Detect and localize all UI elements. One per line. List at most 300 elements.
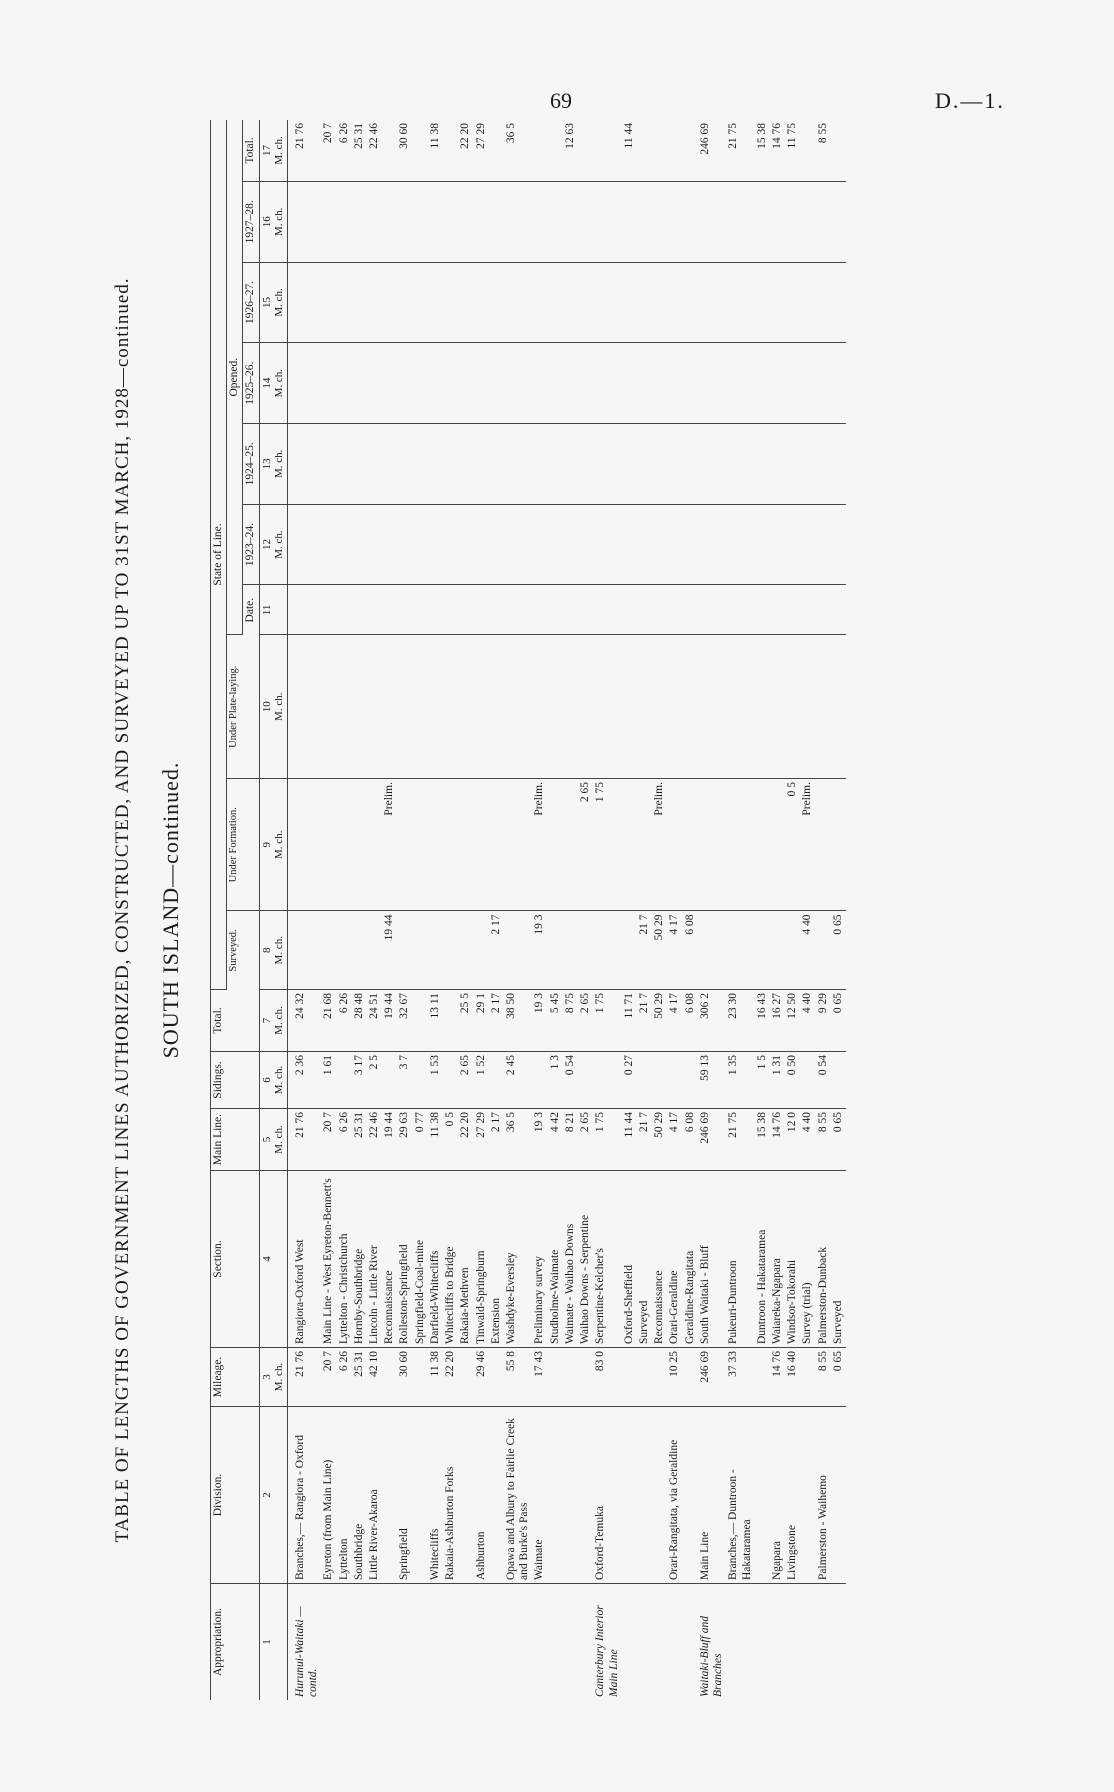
table-row: [489, 120, 504, 1700]
cell-tot: 19 44: [382, 990, 397, 1052]
column-number: 5 M. ch.: [259, 1109, 287, 1171]
cell-year: [287, 504, 321, 585]
cell-form: [683, 779, 698, 911]
cell-tot: 11 71: [622, 990, 637, 1052]
cell-sec: Geraldine-Rangitata: [683, 1171, 698, 1348]
cell-year: [637, 504, 652, 585]
table-row: [413, 120, 428, 1700]
cell-mil: 25 31: [352, 1348, 367, 1407]
cell-plat: [443, 635, 458, 779]
cell-sid: [443, 1052, 458, 1109]
cell-year: [652, 181, 667, 262]
cell-date: [622, 585, 637, 635]
cell-plat: [770, 635, 785, 779]
cell-year: [474, 504, 489, 585]
column-number: 14 M. ch.: [259, 343, 287, 424]
cell-date: [563, 585, 578, 635]
cell-div: Whitecliffs: [428, 1407, 443, 1584]
cell-plat: [593, 635, 621, 779]
cell-mil: [622, 1348, 637, 1407]
cell-year: [548, 343, 563, 424]
cell-app: [726, 1584, 754, 1701]
cell-form: [352, 779, 367, 911]
cell-surv: [770, 911, 785, 990]
rotated-table-page: [100, 110, 1080, 1710]
column-number: 11: [259, 585, 287, 635]
cell-year: [532, 504, 547, 585]
cell-year: [504, 423, 532, 504]
cell-year: [458, 262, 473, 343]
cell-year: [474, 343, 489, 424]
cell-mil: 22 20: [443, 1348, 458, 1407]
cell-mil: 6 26: [337, 1348, 352, 1407]
table-row: [726, 120, 754, 1700]
cell-year: [622, 504, 637, 585]
cell-opened-total: 30 60: [397, 120, 412, 181]
cell-mil: [578, 1348, 593, 1407]
cell-plat: [367, 635, 382, 779]
cell-plat: [831, 635, 846, 779]
cell-year: [683, 262, 698, 343]
cell-sec: Rolleston-Springfield: [397, 1171, 412, 1348]
header-under-platelaying: Under Plate-laying.: [227, 635, 259, 779]
cell-main: 19 3: [532, 1109, 547, 1171]
cell-sid: 0 54: [816, 1052, 831, 1109]
cell-year: [443, 504, 458, 585]
cell-year: [698, 423, 726, 504]
cell-year: [489, 343, 504, 424]
cell-sid: [593, 1052, 621, 1109]
cell-form: Prelim.: [532, 779, 547, 911]
cell-app: [382, 1584, 397, 1701]
cell-mil: [755, 1348, 770, 1407]
cell-plat: [578, 635, 593, 779]
cell-year: [800, 262, 815, 343]
cell-year: [337, 181, 352, 262]
cell-form: Prelim.: [382, 779, 397, 911]
cell-year: [683, 423, 698, 504]
cell-mil: 55 8: [504, 1348, 532, 1407]
cell-year: [548, 181, 563, 262]
cell-main: 21 76: [287, 1109, 321, 1171]
unit-label: M. ch.: [273, 136, 286, 165]
cell-year: [785, 181, 800, 262]
cell-mil: 20 7: [321, 1348, 336, 1407]
cell-sec: Waihao Downs - Serpentine: [578, 1171, 593, 1348]
header-1924: 1924–25.: [243, 423, 259, 504]
cell-tot: 0 65: [831, 990, 846, 1052]
cell-form: [287, 779, 321, 911]
cell-year: [443, 262, 458, 343]
cell-app: [474, 1584, 489, 1701]
cell-year: [397, 423, 412, 504]
table-subtitle: SOUTH ISLAND—continued.: [158, 761, 183, 1059]
cell-tot: 2 17: [489, 990, 504, 1052]
table-row: [755, 120, 770, 1700]
cell-year: [816, 262, 831, 343]
cell-plat: [474, 635, 489, 779]
header-main-line: Main Line.: [211, 1109, 260, 1171]
cell-plat: [622, 635, 637, 779]
cell-surv: 0 65: [831, 911, 846, 990]
header-sidings: Sidings.: [211, 1052, 260, 1109]
cell-year: [321, 423, 336, 504]
cell-date: [504, 585, 532, 635]
cell-year: [321, 343, 336, 424]
cell-year: [563, 423, 578, 504]
cell-year: [785, 423, 800, 504]
cell-opened-total: 21 76: [287, 120, 321, 181]
cell-div: [622, 1407, 637, 1584]
cell-form: [726, 779, 754, 911]
cell-opened-total: [800, 120, 815, 181]
cell-tot: [413, 990, 428, 1052]
cell-year: [831, 423, 846, 504]
cell-opened-total: [489, 120, 504, 181]
cell-year: [428, 262, 443, 343]
cell-plat: [382, 635, 397, 779]
cell-sid: [382, 1052, 397, 1109]
cell-form: Prelim.: [652, 779, 667, 911]
cell-app: [337, 1584, 352, 1701]
cell-surv: [755, 911, 770, 990]
cell-form: [321, 779, 336, 911]
cell-sec: Palmerston-Dunback: [816, 1171, 831, 1348]
column-number: 15 M. ch.: [259, 262, 287, 343]
cell-main: 22 46: [367, 1109, 382, 1171]
header-under-formation: Under Formation.: [227, 779, 259, 911]
cell-mil: 21 76: [287, 1348, 321, 1407]
cell-form: [770, 779, 785, 911]
unit-label: M. ch.: [273, 207, 286, 236]
cell-surv: 6 08: [683, 911, 698, 990]
cell-sec: Hornby-Southbridge: [352, 1171, 367, 1348]
cell-plat: [287, 635, 321, 779]
cell-date: [726, 585, 754, 635]
cell-div: [755, 1407, 770, 1584]
column-number: 6 M. ch.: [259, 1052, 287, 1109]
cell-year: [428, 504, 443, 585]
table-row: [578, 120, 593, 1700]
cell-sid: 3 7: [397, 1052, 412, 1109]
cell-app: [428, 1584, 443, 1701]
table-row: [428, 120, 443, 1700]
cell-form: [816, 779, 831, 911]
cell-sid: 1 3: [548, 1052, 563, 1109]
cell-year: [321, 262, 336, 343]
cell-main: 2 65: [578, 1109, 593, 1171]
cell-year: [321, 181, 336, 262]
cell-year: [367, 262, 382, 343]
cell-app: [652, 1584, 667, 1701]
cell-sid: 1 61: [321, 1052, 336, 1109]
cell-app: [563, 1584, 578, 1701]
unit-label: M. ch.: [273, 1125, 286, 1154]
cell-sec: Oxford-Sheffield: [622, 1171, 637, 1348]
cell-opened-total: [532, 120, 547, 181]
column-number: 4: [259, 1171, 287, 1348]
cell-sid: 2 5: [367, 1052, 382, 1109]
cell-sid: 1 5: [755, 1052, 770, 1109]
cell-app: [578, 1584, 593, 1701]
cell-date: [413, 585, 428, 635]
column-number: 16 M. ch.: [259, 181, 287, 262]
cell-main: 12 0: [785, 1109, 800, 1171]
cell-app: [816, 1584, 831, 1701]
cell-sid: 3 17: [352, 1052, 367, 1109]
cell-form: [698, 779, 726, 911]
cell-tot: 21 68: [321, 990, 336, 1052]
cell-plat: [785, 635, 800, 779]
cell-div: Little River-Akaroa: [367, 1407, 382, 1584]
cell-year: [367, 181, 382, 262]
cell-plat: [321, 635, 336, 779]
cell-year: [337, 504, 352, 585]
column-number: 13 M. ch.: [259, 423, 287, 504]
cell-opened-total: [652, 120, 667, 181]
cell-sec: South Waitaki - Bluff: [698, 1171, 726, 1348]
table-row: [698, 120, 726, 1700]
cell-year: [443, 181, 458, 262]
document-code: D.—1.: [935, 88, 1005, 113]
cell-year: [504, 262, 532, 343]
cell-date: [593, 585, 621, 635]
cell-div: [800, 1407, 815, 1584]
cell-surv: 4 17: [667, 911, 682, 990]
cell-year: [287, 423, 321, 504]
unit-label: M. ch.: [273, 288, 286, 317]
cell-opened-total: [548, 120, 563, 181]
cell-app: [367, 1584, 382, 1701]
unit-label: M. ch.: [273, 1006, 286, 1035]
cell-year: [443, 423, 458, 504]
cell-year: [532, 262, 547, 343]
cell-year: [755, 343, 770, 424]
cell-mil: 37 33: [726, 1348, 754, 1407]
cell-surv: [321, 911, 336, 990]
cell-year: [755, 423, 770, 504]
cell-main: 6 26: [337, 1109, 352, 1171]
cell-form: [367, 779, 382, 911]
cell-opened-total: [578, 120, 593, 181]
cell-year: [504, 343, 532, 424]
cell-surv: [474, 911, 489, 990]
column-number: 1: [259, 1584, 287, 1701]
cell-div: Eyreton (from Main Line): [321, 1407, 336, 1584]
cell-tot: 6 08: [683, 990, 698, 1052]
unit-label: M. ch.: [273, 936, 286, 965]
cell-year: [352, 343, 367, 424]
cell-year: [831, 504, 846, 585]
cell-main: 0 5: [443, 1109, 458, 1171]
cell-div: Oxford-Temuka: [593, 1407, 621, 1584]
cell-sid: 59 13: [698, 1052, 726, 1109]
cell-tot: 23 30: [726, 990, 754, 1052]
cell-sid: [532, 1052, 547, 1109]
cell-date: [637, 585, 652, 635]
cell-form: 1 75: [593, 779, 621, 911]
cell-app: [458, 1584, 473, 1701]
unit-label: M. ch.: [273, 692, 286, 721]
cell-year: [578, 262, 593, 343]
cell-main: 6 08: [683, 1109, 698, 1171]
table-row: [816, 120, 831, 1700]
column-number: 17 M. ch.: [259, 120, 287, 181]
cell-surv: [622, 911, 637, 990]
cell-tot: 16 27: [770, 990, 785, 1052]
cell-sid: [637, 1052, 652, 1109]
cell-plat: [428, 635, 443, 779]
cell-opened-total: 25 31: [352, 120, 367, 181]
column-number: 9 M. ch.: [259, 779, 287, 911]
table-row: [474, 120, 489, 1700]
cell-div: Ngapara: [770, 1407, 785, 1584]
cell-div: Ashburton: [474, 1407, 489, 1584]
cell-sid: [831, 1052, 846, 1109]
cell-div: Orari-Rangitata, via Geraldine: [667, 1407, 682, 1584]
cell-year: [831, 181, 846, 262]
cell-sec: Studholme-Waimate: [548, 1171, 563, 1348]
cell-year: [726, 343, 754, 424]
cell-year: [337, 262, 352, 343]
cell-app: [397, 1584, 412, 1701]
cell-div: [831, 1407, 846, 1584]
header-1923: 1923–24.: [243, 504, 259, 585]
cell-surv: [458, 911, 473, 990]
cell-plat: [532, 635, 547, 779]
cell-form: 0 5: [785, 779, 800, 911]
cell-tot: 24 32: [287, 990, 321, 1052]
cell-sec: Waimate - Waihao Downs: [563, 1171, 578, 1348]
header-appropriation: Appropriation.: [211, 1584, 260, 1701]
cell-year: [474, 262, 489, 343]
cell-plat: [683, 635, 698, 779]
cell-year: [382, 423, 397, 504]
cell-year: [622, 262, 637, 343]
cell-form: [831, 779, 846, 911]
cell-tot: 29 1: [474, 990, 489, 1052]
cell-sec: Washdyke-Eversley: [504, 1171, 532, 1348]
cell-date: [428, 585, 443, 635]
table-title: TABLE OF LENGTHS OF GOVERNMENT LINES AUTHORIZED, CONSTRUCTED, AND SURVEYED UP TO 31ST MARCH, 1928—continued.: [112, 277, 133, 1543]
cell-mil: 8 55: [816, 1348, 831, 1407]
cell-mil: [382, 1348, 397, 1407]
cell-year: [287, 262, 321, 343]
cell-opened-total: 22 46: [367, 120, 382, 181]
header-opened-total: Total.: [243, 120, 259, 181]
cell-year: [726, 504, 754, 585]
cell-main: 4 40: [800, 1109, 815, 1171]
cell-plat: [637, 635, 652, 779]
unit-label: M. ch.: [273, 1362, 286, 1392]
header-date: Date.: [243, 585, 259, 635]
cell-div: [548, 1407, 563, 1584]
cell-surv: 4 40: [800, 911, 815, 990]
cell-plat: [548, 635, 563, 779]
cell-plat: [458, 635, 473, 779]
cell-sec: Reconnaissance: [652, 1171, 667, 1348]
cell-year: [489, 181, 504, 262]
cell-div: Springfield: [397, 1407, 412, 1584]
cell-surv: [593, 911, 621, 990]
table-row: [367, 120, 382, 1700]
cell-date: [443, 585, 458, 635]
cell-main: 8 21: [563, 1109, 578, 1171]
cell-date: [352, 585, 367, 635]
cell-year: [800, 343, 815, 424]
cell-app: Canterbury Interior Main Line: [594, 1605, 620, 1697]
cell-div: Main Line: [698, 1407, 726, 1584]
table-row: [532, 120, 547, 1700]
cell-year: [428, 343, 443, 424]
cell-sec: Rangiora-Oxford West: [287, 1171, 321, 1348]
cell-year: [593, 504, 621, 585]
table-row: [831, 120, 846, 1700]
table-row: [770, 120, 785, 1700]
cell-form: [755, 779, 770, 911]
cell-plat: [667, 635, 682, 779]
column-numbers-row: [259, 120, 287, 1700]
cell-app: [831, 1584, 846, 1701]
cell-mil: 14 76: [770, 1348, 785, 1407]
table-row: [287, 120, 321, 1700]
cell-div: [637, 1407, 652, 1584]
cell-tot: 306 2: [698, 990, 726, 1052]
cell-year: [413, 504, 428, 585]
cell-date: [474, 585, 489, 635]
table-row: [667, 120, 682, 1700]
cell-date: [652, 585, 667, 635]
table-row: [683, 120, 698, 1700]
cell-year: [563, 262, 578, 343]
cell-plat: [698, 635, 726, 779]
cell-year: [652, 423, 667, 504]
cell-main: 1 75: [593, 1109, 621, 1171]
cell-surv: [287, 911, 321, 990]
cell-plat: [726, 635, 754, 779]
cell-year: [367, 423, 382, 504]
cell-div: Lyttelton: [337, 1407, 352, 1584]
cell-date: [489, 585, 504, 635]
cell-mil: 29 46: [474, 1348, 489, 1407]
header-mileage: Mileage.: [211, 1348, 260, 1407]
cell-app: [321, 1584, 336, 1701]
cell-year: [413, 262, 428, 343]
cell-form: 2 65: [578, 779, 593, 911]
cell-year: [770, 423, 785, 504]
cell-year: [667, 343, 682, 424]
cell-year: [785, 262, 800, 343]
cell-year: [755, 504, 770, 585]
table-row: [622, 120, 637, 1700]
cell-sid: [652, 1052, 667, 1109]
cell-year: [489, 504, 504, 585]
table-row: [352, 120, 367, 1700]
header-surveyed: Surveyed.: [227, 911, 259, 990]
cell-surv: [563, 911, 578, 990]
cell-mil: [800, 1348, 815, 1407]
cell-form: [443, 779, 458, 911]
cell-year: [622, 181, 637, 262]
cell-year: [489, 423, 504, 504]
cell-sid: [683, 1052, 698, 1109]
cell-year: [578, 423, 593, 504]
header-division: Division.: [211, 1407, 260, 1584]
cell-year: [578, 504, 593, 585]
cell-date: [698, 585, 726, 635]
cell-main: 8 55: [816, 1109, 831, 1171]
cell-app: [622, 1584, 637, 1701]
